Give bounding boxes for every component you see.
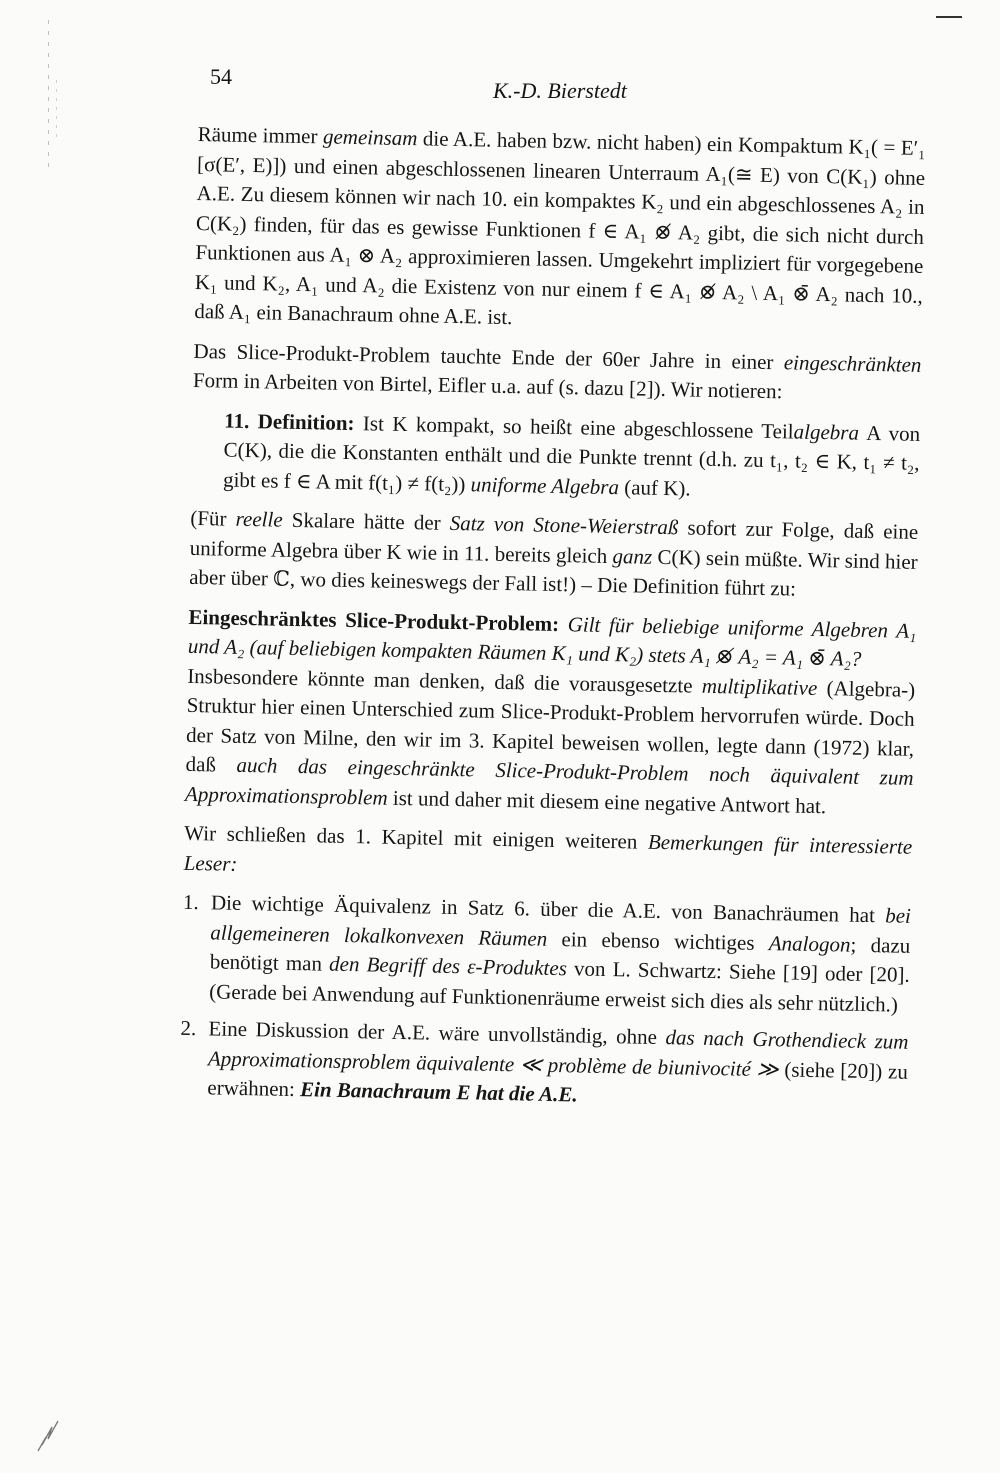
paragraph-continuation: Räume immer gemeinsam die A.E. haben bzw. nicht haben) ein Kompaktum K₁( = E′₁ [σ(E′, E)]) und einen abgeschlossenen linearen Unterraum A₁(≅ E) von C(K₁) ohne A.E. Zu diesem können wir nach 10. ein kompaktes K₂ und ein abgeschlossenes A₂ in C(K₂) finden, für das es gewisse Funktionen f ∈ A₁ ⊗̸ A₂ gibt, die sich nicht durch Funktionen aus A₁ ⊗ A₂ approximieren lassen. Umgekehrt impliziert für vorgegebene K₁ und K₂, A₁ und A₂ die Existenz von nur einem f ∈ A₁ ⊗̸ A₂ \ A₁ ⊗̄ A₂ nach 10., daß A₁ ein Banachraum ohne A.E. ist. <box>194 121 926 330</box>
page-body <box>179 120 926 1124</box>
running-head: K.-D. Bierstedt <box>493 78 627 103</box>
list-item: 2. Eine Diskussion der A.E. wäre unvollständig, ohne das nach Grothendieck zum Approximationsproblem äquivalente ≪ problème de biunivocité ≫ (siehe [20]) zu erwähnen: Ein Banachraum E hat die A.E. <box>180 1015 909 1107</box>
page-header <box>0 0 1000 120</box>
problem-label: Eingeschränktes Slice-Produkt-Problem: <box>188 604 560 636</box>
paragraph-remarks-intro: Wir schließen das 1. Kapitel mit einigen weiteren Bemerkungen für interessierte Leser: <box>183 820 913 876</box>
list-item-number: 2. <box>180 1015 197 1041</box>
definition-label: 11. Definition: <box>224 408 355 435</box>
page-number: 54 <box>210 64 232 89</box>
paragraph-milne: Insbesondere könnte man denken, daß die vorausgesetzte multiplikative (Algebra-) Struktur hier einen Unterschied zum Slice-Produkt-Problem hervorrufen würde. Doch der Satz von Milne, den wir im 3. Kapitel beweisen wollen, legte dann (1972) klar, daß auch das eingeschränkte Slice-Produkt-Problem noch äquivalent zum Approximationsproblem ist und daher mit diesem eine negative Antwort hat. <box>184 663 916 818</box>
definition-11: 11. Definition: Ist K kompakt, so heißt eine abgeschlossene Teilalgebra A von C(K), die die Konstanten enthält und die Punkte trennt (d.h. zu t₁, t₂ ∈ K, t₁ ≠ t₂, gibt es f ∈ A mit f(t₁) ≠ f(t₂)) uniforme Algebra (auf K). <box>222 408 921 501</box>
paragraph-stone-weierstrass: (Für reelle Skalare hätte der Satz von Stone-Weierstraß sofort zur Folge, daß eine uniforme Algebra über K wie in 11. bereits gleich ganz C(K) sein müßte. Wir sind hier aber über ℂ, wo dies keineswegs der Fall ist!) – Die Definition führt zu: <box>188 505 919 601</box>
paragraph-slice-history: Das Slice-Produkt-Problem tauchte Ende der 60er Jahre in einer eingeschränkten Form in Arbeiten von Birtel, Eifler u.a. auf (s. dazu [2]). Wir notieren: <box>192 338 922 404</box>
list-item: 1. Die wichtige Äquivalenz in Satz 6. über die A.E. von Banachräumen hat bei allgemeineren lokalkonvexen Räumen ein ebenso wichtiges Analogon; dazu benötigt man den Begriff des ε-Produktes von L. Schwartz: Siehe [19] oder [20]. (Gerade bei Anwendung auf Funktionenräume erweist sich dies als sehr nützlich.) <box>182 889 912 1017</box>
pencil-scribble-icon <box>32 1415 72 1455</box>
problem-statement: Eingeschränktes Slice-Produkt-Problem: Gilt für beliebige uniforme Algebren A₁ und A₂ (auf beliebigen kompakten Räumen K₁ und K₂) stets A₁ ⊗̸ A₂ = A₁ ⊗̄ A₂? <box>187 604 917 671</box>
list-item-number: 1. <box>182 889 199 915</box>
remarks-list <box>179 888 911 1116</box>
